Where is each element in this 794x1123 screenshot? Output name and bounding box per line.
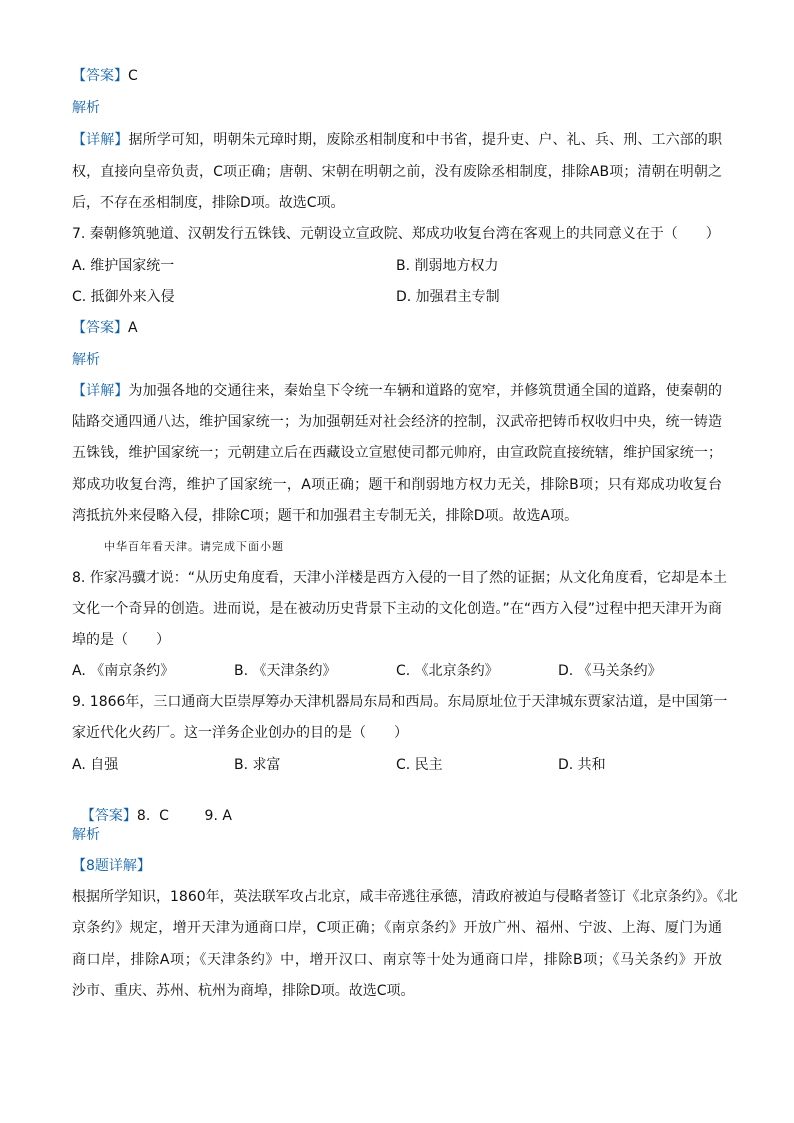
group-title: 中华百年看天津。请完成下面小题	[104, 540, 284, 553]
q8-detail-tag: 【8题详解】	[72, 858, 151, 874]
q7-detail-line-1: 【详解】为加强各地的交通往来，秦始皇下令统一车辆和道路的宽窄，并修筑贯通全国的道路，使秦朝的	[72, 383, 723, 399]
q8-stem-line-1: 8. 作家冯骥才说：“从历史角度看，天津小洋楼是西方入侵的一目了然的证据；从文化角度看，它却是本土	[72, 570, 728, 586]
q7-detail-line-5: 湾抵抗外来侵略入侵，排除C项；题干和加强君主专制无关，排除D项。故选A项。	[72, 508, 579, 524]
q9-option-a[interactable]: A. 自强	[72, 757, 119, 773]
q8-option-c[interactable]: C. 《北京条约》	[396, 663, 499, 679]
q8-option-d[interactable]: D. 《马关条约》	[558, 663, 662, 679]
q9-stem-line-1: 9. 1866年，三口通商大臣崇厚筹办天津机器局东局和西局。东局原址位于天津城东贾家沽道，是中国第一	[72, 694, 728, 710]
detail-tag: 【详解】	[72, 383, 129, 399]
q9-option-c[interactable]: C. 民主	[396, 757, 443, 773]
q8-option-b[interactable]: B. 《天津条约》	[234, 663, 337, 679]
q6-detail-line-2: 权，直接向皇帝负责，C项正确；唐朝、宋朝在明朝之前，没有废除丞相制度，排除AB项；清朝在明朝之	[72, 164, 722, 180]
answer-value: C	[128, 68, 138, 84]
q6-analysis-tag: 解析	[72, 100, 100, 116]
q6-answer	[72, 66, 138, 86]
answer-value: 8. C 9. A	[136, 808, 232, 824]
q7-detail-line-3: 五铢钱，维护国家统一；元朝建立后在西藏设立宣慰使司都元帅府，由宣政院直接统辖，维护国家统一；	[72, 445, 722, 461]
q8-detail-line-4: 沙市、重庆、苏州、杭州为商埠，排除D项。故选C项。	[72, 983, 415, 999]
q9-option-d[interactable]: D. 共和	[558, 757, 606, 773]
q9-option-b[interactable]: B. 求富	[234, 757, 281, 773]
q6-detail-line-1: 【详解】据所学可知，明朝朱元璋时期，废除丞相制度和中书省，提升吏、户、礼、兵、刑、工六部的职	[72, 132, 723, 148]
q9-stem-line-2: 家近代化火药厂。这一洋务企业创办的目的是（ ）	[72, 725, 408, 741]
detail-tag: 【详解】	[72, 132, 129, 148]
q8-9-answer	[72, 786, 232, 826]
q7-analysis-tag: 解析	[72, 352, 100, 368]
answer-tag: 【答案】	[72, 320, 128, 336]
answer-tag: 【答案】	[72, 68, 128, 84]
q8-option-a[interactable]: A. 《南京条约》	[72, 663, 175, 679]
q8-detail-line-2: 京条约》规定，增开天津为通商口岸，C项正确；《南京条约》开放广州、福州、宁波、上海、厦门为通	[72, 920, 722, 936]
q8-detail-line-1: 根据所学知识，1860年，英法联军攻占北京，咸丰帝逃往承德，清政府被迫与侵略者签订《北京条约》。《北	[72, 889, 738, 905]
q6-detail-line-3: 后，不存在丞相制度，排除D项。故选C项。	[72, 195, 345, 211]
q8-9-analysis-tag: 解析	[72, 827, 100, 843]
q7-detail-line-4: 郑成功收复台湾，维护了国家统一，A项正确；题干和削弱地方权力无关，排除B项；只有郑成功收复台	[72, 477, 722, 493]
q8-stem-line-3: 埠的是（ ）	[72, 632, 170, 648]
q7-option-c[interactable]: C. 抵御外来入侵	[72, 289, 175, 305]
q8-detail-line-3: 商口岸，排除A项；《天津条约》中，增开汉口、南京等十处为通商口岸，排除B项；《马关条约》开放	[72, 952, 722, 968]
answer-tag: 【答案】	[80, 808, 137, 824]
q8-stem-line-2: 文化一个奇异的创造。进而说，是在被动历史背景下主动的文化创造。”在“西方入侵”过程中把天津开为商	[72, 601, 722, 617]
q7-option-b[interactable]: B. 削弱地方权力	[396, 258, 499, 274]
q7-stem: 7. 秦朝修筑驰道、汉朝发行五铢钱、元朝设立宣政院、郑成功收复台湾在客观上的共同意义在于（ ）	[72, 226, 720, 242]
q7-detail-line-2: 陆路交通四通八达，维护国家统一；为加强朝廷对社会经济的控制，汉武帝把铸币权收归中央，统一铸造	[72, 414, 722, 430]
answer-value: A	[128, 320, 138, 336]
q7-option-d[interactable]: D. 加强君主专制	[396, 289, 500, 305]
q7-answer	[72, 318, 138, 338]
q7-option-a[interactable]: A. 维护国家统一	[72, 258, 175, 274]
